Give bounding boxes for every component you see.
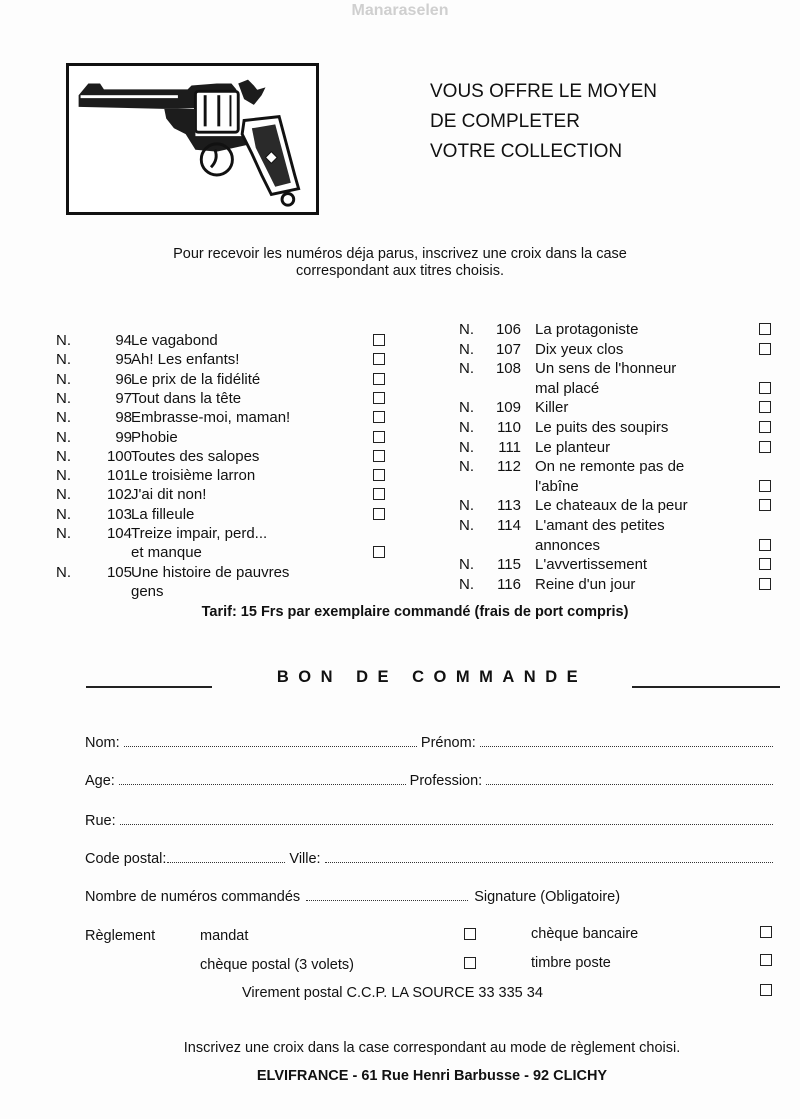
issue-title: Dix yeux clos xyxy=(535,340,624,358)
issue-title: La filleule xyxy=(131,505,195,523)
issue-checkbox[interactable] xyxy=(373,353,385,365)
title-list-item xyxy=(459,439,773,459)
code-postal-field[interactable] xyxy=(167,850,285,863)
payment-option-cheque-bancaire-label: chèque bancaire xyxy=(531,926,639,942)
issue-title: Le puits des soupirs xyxy=(535,419,669,436)
title-list-item xyxy=(459,419,773,439)
headline-line-3: VOTRE COLLECTION xyxy=(430,141,623,162)
issue-checkbox[interactable] xyxy=(759,343,771,355)
payment-instruction: Inscrivez une croix dans la case correspondant au mode de règlement choisi. xyxy=(183,1040,681,1056)
issue-prefix: N. xyxy=(459,360,474,378)
title-list-item xyxy=(56,429,387,449)
issue-title: La protagoniste xyxy=(535,321,639,338)
publisher-address: ELVIFRANCE - 61 Rue Henri Barbusse - 92 CLICHY xyxy=(256,1068,608,1084)
issue-prefix: N. xyxy=(56,563,71,581)
payment-option-virement-checkbox[interactable] xyxy=(760,984,772,996)
issue-title: L'amant des petites xyxy=(535,517,665,534)
intro-line-2: correspondant aux titres choisis. xyxy=(296,263,504,279)
issue-number: 94 xyxy=(115,332,132,349)
issue-prefix: N. xyxy=(56,409,71,427)
age-field[interactable] xyxy=(119,772,406,785)
issue-title: Ah! Les enfants! xyxy=(131,351,240,369)
title-list-item xyxy=(56,409,387,429)
form-row-quantity xyxy=(85,888,777,906)
issue-number: 103 xyxy=(106,505,132,523)
issue-title: Treize impair, perd... xyxy=(131,525,268,542)
issue-checkbox[interactable] xyxy=(759,421,771,433)
issue-prefix: N. xyxy=(56,486,71,504)
issue-checkbox[interactable] xyxy=(373,334,385,346)
ville-label: Ville: xyxy=(289,851,321,867)
title-list-item xyxy=(56,564,387,584)
issue-checkbox[interactable] xyxy=(759,499,771,511)
issue-checkbox[interactable] xyxy=(373,411,385,423)
issue-prefix: N. xyxy=(56,351,71,369)
issue-prefix: N. xyxy=(56,525,71,542)
issue-checkbox[interactable] xyxy=(759,480,771,492)
title-list-item xyxy=(459,399,773,419)
ville-field[interactable] xyxy=(325,850,773,863)
issue-checkbox[interactable] xyxy=(759,382,771,394)
signature-label: Signature (Obligatoire) xyxy=(474,889,621,905)
payment-option-timbre-checkbox[interactable] xyxy=(760,954,772,966)
prenom-label: Prénom: xyxy=(420,735,476,751)
issue-prefix: N. xyxy=(56,370,71,388)
issue-prefix: N. xyxy=(56,467,71,485)
issue-title-line-2: et manque xyxy=(131,544,202,562)
issue-title-line-2: mal placé xyxy=(535,379,600,397)
nombre-label: Nombre de numéros commandés xyxy=(85,889,301,905)
issue-number: 102 xyxy=(106,486,132,504)
issue-title-line-2: gens xyxy=(131,582,164,600)
title-list-item xyxy=(56,351,387,371)
issue-number: 112 xyxy=(497,458,521,476)
title-list-item xyxy=(56,486,387,506)
issue-number: 98 xyxy=(115,409,132,427)
intro-text xyxy=(0,246,800,280)
title-list-item xyxy=(459,341,773,361)
headline-line-2: DE COMPLETER xyxy=(430,111,580,132)
issue-number: 110 xyxy=(497,419,521,436)
issue-checkbox[interactable] xyxy=(759,323,771,335)
issue-title: Une histoire de pauvres xyxy=(131,563,290,581)
issue-checkbox[interactable] xyxy=(373,469,385,481)
prenom-field[interactable] xyxy=(480,734,773,747)
issue-checkbox[interactable] xyxy=(373,392,385,404)
issue-checkbox[interactable] xyxy=(373,508,385,520)
issue-title: Toutes des salopes xyxy=(131,447,260,465)
form-row-city xyxy=(85,850,777,868)
issue-checkbox[interactable] xyxy=(759,539,771,551)
issue-title: L'avvertissement xyxy=(535,556,648,574)
issue-title: Le planteur xyxy=(535,438,611,456)
issue-prefix: N. xyxy=(56,332,71,349)
issue-prefix: N. xyxy=(459,438,474,456)
payment-option-virement-label: Virement postal C.C.P. LA SOURCE 33 335 34 xyxy=(242,985,543,1001)
issue-prefix: N. xyxy=(56,389,71,407)
issue-number: 111 xyxy=(498,438,521,456)
issue-title: Le chateaux de la peur xyxy=(535,497,688,515)
issue-title: Le vagabond xyxy=(131,332,218,349)
issue-number: 116 xyxy=(497,575,521,593)
payment-option-mandat-label: mandat xyxy=(200,928,249,944)
intro-line-1: Pour recevoir les numéros déja parus, inscrivez une croix dans la case xyxy=(173,246,627,262)
profession-field[interactable] xyxy=(486,772,773,785)
watermark: Manaraselen xyxy=(351,2,449,19)
payment-option-mandat-checkbox[interactable] xyxy=(464,928,476,940)
issue-number: 104 xyxy=(106,525,132,542)
title-list-item xyxy=(459,517,773,537)
issue-number: 106 xyxy=(495,321,521,338)
issue-prefix: N. xyxy=(459,399,474,417)
nom-label: Nom: xyxy=(85,735,120,751)
payment-option-cheque-postal-checkbox[interactable] xyxy=(464,957,476,969)
issue-number: 97 xyxy=(115,389,132,407)
issue-prefix: N. xyxy=(56,428,71,446)
issue-prefix: N. xyxy=(459,321,474,338)
issue-number: 96 xyxy=(115,370,132,388)
issue-prefix: N. xyxy=(459,556,474,574)
issue-checkbox[interactable] xyxy=(759,558,771,570)
issue-title: Tout dans la tête xyxy=(131,389,242,407)
issue-number: 107 xyxy=(495,340,521,358)
rue-label: Rue: xyxy=(85,813,116,829)
issue-number: 99 xyxy=(115,428,132,446)
nombre-field[interactable] xyxy=(306,888,468,901)
payment-label: Règlement xyxy=(85,928,156,944)
issue-title: J'ai dit non! xyxy=(131,486,207,504)
issue-number: 100 xyxy=(106,447,132,465)
issue-prefix: N. xyxy=(459,419,474,436)
title-list-item xyxy=(56,506,387,526)
revolver-illustration xyxy=(66,63,319,215)
rue-field[interactable] xyxy=(120,812,773,825)
issue-title: Killer xyxy=(535,399,569,417)
title-list-item xyxy=(56,467,387,487)
issue-checkbox[interactable] xyxy=(373,431,385,443)
payment-option-timbre-label: timbre poste xyxy=(531,955,611,971)
issue-prefix: N. xyxy=(56,447,71,465)
headline xyxy=(430,77,657,167)
issue-prefix: N. xyxy=(459,497,474,515)
code-postal-label: Code postal: xyxy=(85,851,167,867)
title-list-item xyxy=(459,360,773,380)
issue-title: Un sens de l'honneur xyxy=(535,360,677,378)
title-list-item xyxy=(459,556,773,576)
age-label: Age: xyxy=(85,773,115,789)
title-list-item xyxy=(459,321,773,341)
title-list-item xyxy=(56,332,387,352)
issue-number: 108 xyxy=(495,360,521,378)
issue-number: 105 xyxy=(106,563,132,581)
form-row-rue xyxy=(85,812,777,830)
title-list-item xyxy=(459,497,773,517)
issue-title: Embrasse-moi, maman! xyxy=(131,409,291,427)
price-note: Tarif: 15 Frs par exemplaire commandé (frais de port compris) xyxy=(201,604,629,620)
issue-title: Le troisième larron xyxy=(131,467,256,485)
issue-prefix: N. xyxy=(56,505,71,523)
issue-checkbox[interactable] xyxy=(373,450,385,462)
issue-prefix: N. xyxy=(459,340,474,358)
issue-number: 109 xyxy=(495,399,521,417)
issue-checkbox[interactable] xyxy=(373,488,385,500)
headline-line-1: VOUS OFFRE LE MOYEN xyxy=(430,81,657,102)
issue-title: Reine d'un jour xyxy=(535,575,636,593)
title-list-item xyxy=(459,576,773,596)
issue-checkbox[interactable] xyxy=(759,578,771,590)
profession-label: Profession: xyxy=(409,773,483,789)
issue-title-line-2: l'abîne xyxy=(535,477,579,495)
issue-prefix: N. xyxy=(459,517,474,534)
revolver-icon xyxy=(69,66,316,212)
title-list-item xyxy=(56,390,387,410)
order-form-heading: BON DE COMMANDE xyxy=(276,668,588,686)
issue-title: Phobie xyxy=(131,428,178,446)
issue-checkbox[interactable] xyxy=(759,401,771,413)
issue-title: Le prix de la fidélité xyxy=(131,370,261,388)
issue-number: 101 xyxy=(106,467,132,485)
issue-number: 113 xyxy=(497,497,521,515)
form-row-name xyxy=(85,734,777,752)
issue-number: 114 xyxy=(497,517,521,534)
nom-field[interactable] xyxy=(124,734,417,747)
title-list-item xyxy=(56,525,387,545)
payment-option-cheque-postal-label: chèque postal (3 volets) xyxy=(200,957,354,973)
title-list-item xyxy=(459,458,773,478)
issue-prefix: N. xyxy=(459,458,474,476)
issue-title-line-2: annonces xyxy=(535,536,601,554)
title-list-item xyxy=(56,448,387,468)
issue-checkbox[interactable] xyxy=(759,441,771,453)
issue-checkbox[interactable] xyxy=(373,373,385,385)
issue-number: 115 xyxy=(497,556,521,574)
issue-prefix: N. xyxy=(459,575,474,593)
issue-title: On ne remonte pas de xyxy=(535,458,685,476)
payment-option-cheque-bancaire-checkbox[interactable] xyxy=(760,926,772,938)
issue-number: 95 xyxy=(115,351,132,369)
form-row-age xyxy=(85,772,777,790)
title-list-item xyxy=(56,371,387,391)
divider-right xyxy=(632,686,780,688)
issue-checkbox[interactable] xyxy=(373,546,385,558)
